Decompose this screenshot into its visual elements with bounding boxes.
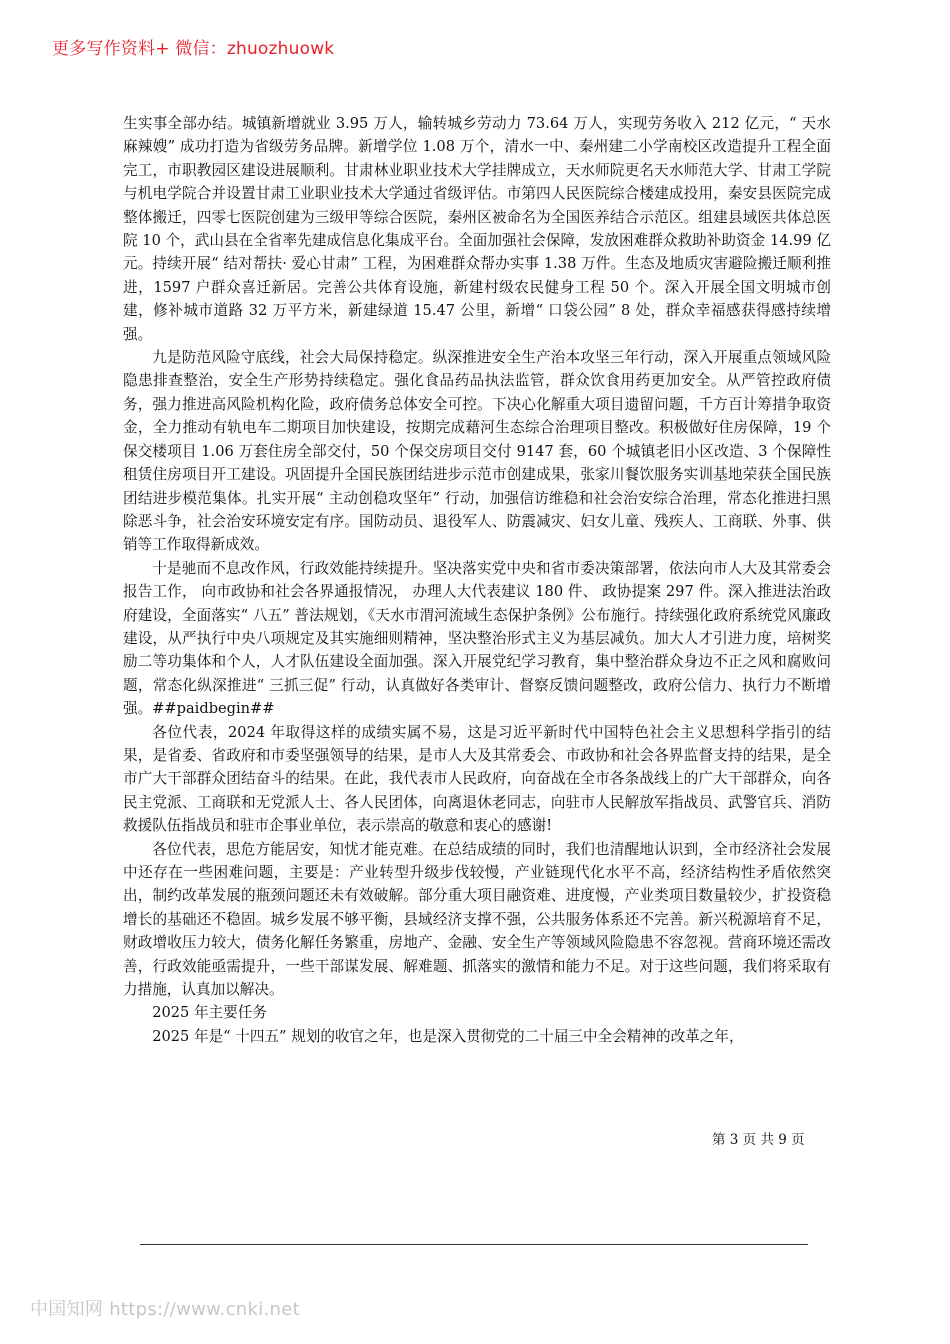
document-body [123,112,831,1048]
watermark-text: 中国知网 https://www.cnki.net [30,1299,300,1320]
section-heading: 2025 年主要任务 [152,1004,267,1022]
footer-divider [140,1244,808,1245]
paragraph: 2025 年是“ 十四五” 规划的收官之年，也是深入贯彻党的二十届三中全会精神的改革之年， [152,1027,744,1045]
page-number: 第 3 页 共 9 页 [712,1132,805,1148]
paragraph: 生实事全部办结。城镇新增就业 3.95 万人，输转城乡劳动力 73.64 万人，实现劳务收入 212 亿元，“ 天水麻辣嫂” 成功打造为省级劳务品牌。新增学位 1.08 万个，清水一中、秦州建二小学南校区改造提升工程全面完工，市职教园区建设进展顺利。甘肃林业职业技术大学挂牌成立，天水师院更名天水师范大学、甘肃工学院与机电学院合并设置甘肃工业职业技术大学通过省级评估。市第四人民医院综合楼建成投用，秦安县医院完成整体搬迁，四零七医院创建为三级甲等综合医院，秦州区被命名为全国医养结合示范区。组建县域医共体总医院 10 个，武山县在全省率先建成信息化集成平台。全面加强社会保障，发放困难群众救助补助资金 14.99 亿元。持续开展“ 结对帮扶· 爱心甘肃” 工程，为困难群众帮办实事 1.38 万件。生态及地质灾害避险搬迁顺利推进，1597 户群众喜迁新居。完善公共体育设施，新建村级农民健身工程 50 个。深入开展全国文明城市创建，修补城市道路 32 万平方米，新建绿道 15.47 公里，新增“ 口袋公园” 8 处，群众幸福感获得感持续增强。 [123,115,831,343]
header-ad-text: 更多写作资料+ 微信：zhuozhuowk [52,39,335,59]
paragraph: 各位代表，2024 年取得这样的成绩实属不易，这是习近平新时代中国特色社会主义思想科学指引的结果，是省委、省政府和市委坚强领导的结果，是市人大及其常委会、市政协和社会各界监督支持的结果，是全市广大干部群众团结奋斗的结果。在此，我代表市人民政府，向奋战在全市各条战线上的广大干部群众，向各民主党派、工商联和无党派人士、各人民团体，向离退休老同志，向驻市人民解放军指战员、武警官兵、消防救援队伍指战员和驻市企事业单位，表示崇高的敬意和衷心的感谢! [123,723,831,835]
paragraph: 十是驰而不息改作风，行政效能持续提升。坚决落实党中央和省市委决策部署，依法向市人大及其常委会报告工作， 向市政协和社会各界通报情况， 办理人大代表建议 180 件、 政协提案 297 件。深入推进法治政府建设，全面落实“ 八五” 普法规划，《天水市渭河流域生态保护条例》公布施行。持续强化政府系统党风廉政建设，从严执行中央八项规定及其实施细则精神，坚决整治形式主义为基层减负。加大人才引进力度，培树奖励二等功集体和个人，人才队伍建设全面加强。深入开展党纪学习教育，集中整治群众身边不正之风和腐败问题，常态化纵深推进“ 三抓三促” 行动，认真做好各类审计、督察反馈问题整改，政府公信力、执行力不断增强。##paidbegin## [123,559,831,718]
paragraph: 九是防范风险守底线，社会大局保持稳定。纵深推进安全生产治本攻坚三年行动，深入开展重点领域风险隐患排查整治，安全生产形势持续稳定。强化食品药品执法监管，群众饮食用药更加安全。从严管控政府债务，强力推进高风险机构化险，政府债务总体安全可控。下决心化解重大项目遗留问题，千方百计筹措争取资金，全力推动有轨电车二期项目加快建设，按期完成藉河生态综合治理项目整改。积极做好住房保障，19 个保交楼项目 1.06 万套住房全部交付，50 个保交房项目交付 9147 套，60 个城镇老旧小区改造、3 个保障性租赁住房项目开工建设。巩固提升全国民族团结进步示范市创建成果，张家川餐饮服务实训基地荣获全国民族团结进步模范集体。扎实开展“ 主动创稳攻坚年” 行动，加强信访维稳和社会治安综合治理，常态化推进扫黑除恶斗争，社会治安环境安定有序。国防动员、退役军人、防震减灾、妇女儿童、残疾人、工商联、外事、供销等工作取得新成效。 [123,349,831,554]
paragraph: 各位代表，思危方能居安，知忧才能克难。在总结成绩的同时，我们也清醒地认识到，全市经济社会发展中还存在一些困难问题，主要是：产业转型升级步伐较慢，产业链现代化水平不高，经济结构性矛盾依然突出，制约改革发展的瓶颈问题还未有效破解。部分重大项目融资难、进度慢，产业类项目数量较少，扩投资稳增长的基础还不稳固。城乡发展不够平衡，县域经济支撑不强，公共服务体系还不完善。新兴税源培育不足，财政增收压力较大，债务化解任务繁重，房地产、金融、安全生产等领域风险隐患不容忽视。营商环境还需改善，行政效能亟需提升，一些干部谋发展、解难题、抓落实的激情和能力不足。对于这些问题，我们将采取有力措施，认真加以解决。 [123,840,831,999]
